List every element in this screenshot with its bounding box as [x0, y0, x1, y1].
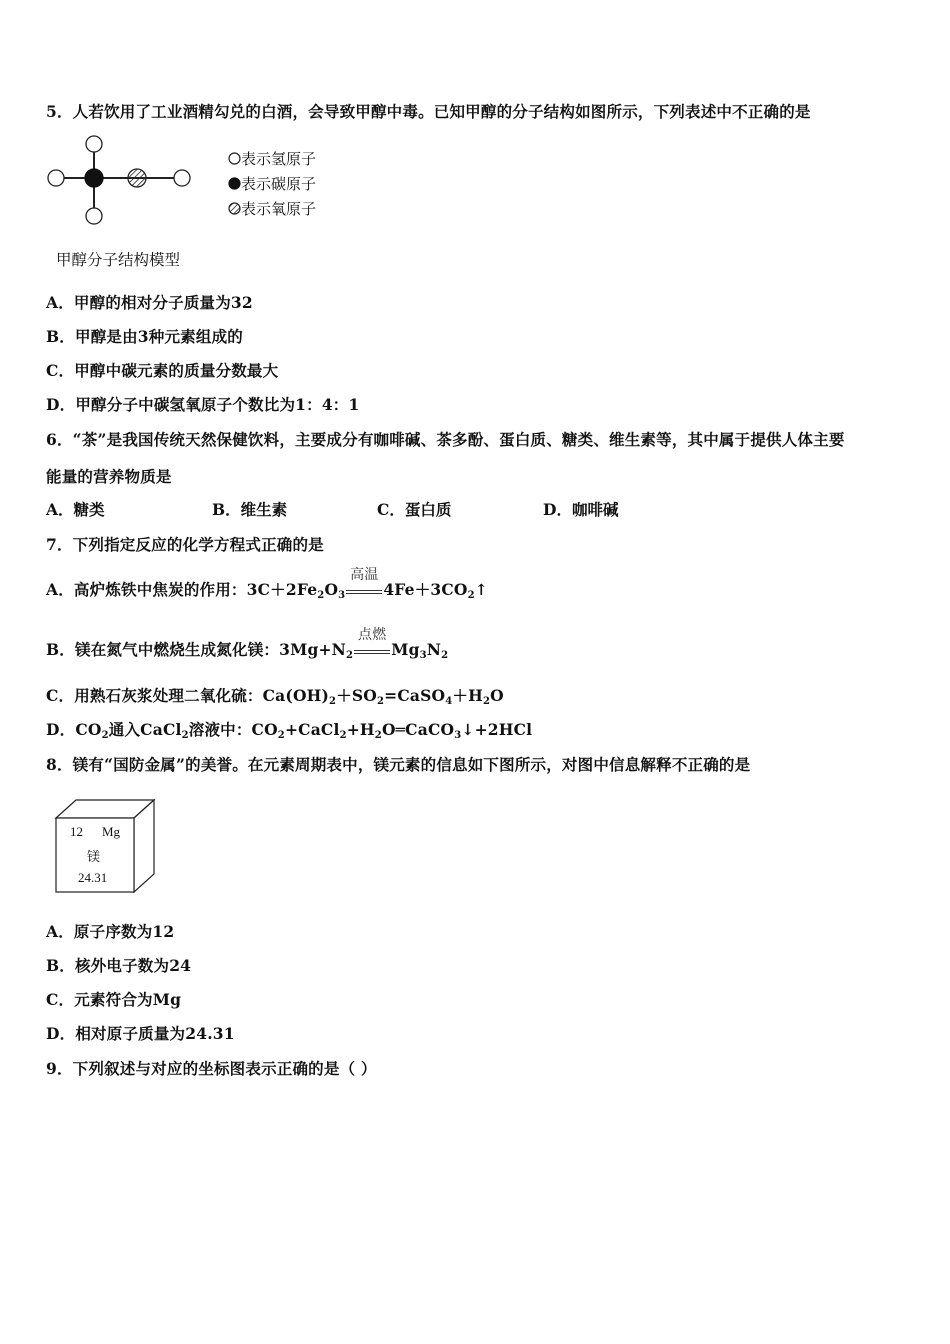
legend-hydrogen: [228, 148, 316, 169]
atomic-number: 12: [70, 824, 83, 839]
reaction-condition: [354, 627, 390, 661]
hydrogen-atom-top: [86, 136, 102, 152]
legend-carbon: [228, 173, 316, 194]
q7-a-lhs: A．高炉炼铁中焦炭的作用：3C＋2Fe: [46, 580, 318, 599]
q7-option-c: C．用熟石灰浆处理二氧化硫：$Ca(OH)_2+SO_2=CaSO_4+H_2O$: [46, 686, 504, 707]
legend-oxygen: [228, 198, 316, 219]
filled-circle-icon: [228, 177, 241, 190]
q7-d-part: +H: [346, 720, 375, 739]
q7-stem: 7．下列指定反应的化学方程式正确的是: [46, 535, 324, 554]
q7-d-part: ↓+2HCl: [461, 720, 533, 739]
q7-d-part: D．CO: [46, 720, 102, 739]
atomic-mass: 24.31: [78, 870, 108, 885]
q8-option-b: B．核外电子数为24: [46, 956, 192, 975]
legend-hydrogen-label: 表示氢原子: [241, 150, 317, 168]
q6-option-b: B．维生素: [212, 500, 288, 519]
q6-stem-line1: 6．“茶”是我国传统天然保健饮料，主要成分有咖啡碱、茶多酚、蛋白质、糖类、维生素等，其中属于提供人体主要: [46, 430, 845, 449]
q6-option-d: D．咖啡碱: [543, 500, 619, 519]
q7-d-part: 溶液中：CO: [188, 720, 278, 739]
hollow-circle-icon: [228, 152, 241, 165]
periodic-table-tile: [52, 798, 162, 898]
q6-stem-line2: 能量的营养物质是: [46, 467, 172, 486]
hydrogen-atom-bottom: [86, 208, 102, 224]
q7-c-part: C．用熟石灰浆处理二氧化硫：Ca(OH): [46, 686, 330, 705]
q5-stem: 5．人若饮用了工业酒精勾兑的白酒，会导致甲醇中毒。已知甲醇的分子结构如图所示，下列表述中不正确的是: [46, 102, 811, 121]
element-name: 镁: [87, 850, 101, 865]
q7-option-d: D．$CO_2$通入CaCl$_2$溶液中：$CO_2+CaCl_2+H_2O═CaCO_3↓+2HCl$: [46, 720, 533, 741]
q6-option-c: C．蛋白质: [377, 500, 452, 519]
q9-stem: 9．下列叙述与对应的坐标图表示正确的是（ ）: [46, 1059, 377, 1078]
q7-a-rhs: 4Fe＋3CO: [383, 580, 468, 599]
condition-ignite: 点燃: [358, 627, 387, 643]
q7-d-part: O═CaCO: [381, 720, 455, 739]
q7-option-a: A．高炉炼铁中焦炭的作用：$3C+2Fe_2O_3$ 高温 $4Fe+3CO_2↑$: [46, 567, 488, 601]
legend-oxygen-label: 表示氧原子: [241, 200, 317, 218]
condition-high-temp: 高温: [350, 567, 379, 583]
q7-b-lhs: B．镁在氮气中燃烧生成氮化镁：3Mg+N: [46, 640, 347, 659]
q6-option-a: A．糖类: [46, 500, 105, 519]
q7-c-part: =CaSO: [384, 686, 446, 705]
diagram-caption: 甲醇分子结构模型: [56, 251, 181, 269]
q8-option-d: D．相对原子质量为24.31: [46, 1024, 235, 1043]
q5-option-b: B．甲醇是由3种元素组成的: [46, 327, 243, 346]
hatched-circle-icon: [228, 202, 241, 215]
q8-option-a: A．原子序数为12: [46, 922, 175, 941]
q7-d-part: +CaCl: [284, 720, 340, 739]
q7-d-part: 通入CaCl: [108, 720, 182, 739]
q7-c-part: O: [490, 686, 504, 705]
methanol-model-diagram: [40, 130, 200, 230]
element-symbol: Mg: [102, 824, 121, 839]
oxygen-atom: [128, 169, 146, 187]
q5-option-c: C．甲醇中碳元素的质量分数最大: [46, 361, 279, 380]
q8-stem: 8．镁有“国防金属”的美誉。在元素周期表中，镁元素的信息如下图所示，对图中信息解释不正确的是: [46, 755, 751, 774]
carbon-atom: [85, 169, 103, 187]
hydrogen-atom-left: [48, 170, 64, 186]
reaction-condition: [346, 567, 382, 601]
q7-c-part: ＋SO: [336, 686, 377, 705]
q7-c-part: ＋H: [452, 686, 483, 705]
hydrogen-atom-right: [174, 170, 190, 186]
q7-option-b: B．镁在氮气中燃烧生成氮化镁：$3Mg+N_2$ 点燃 $Mg_3N_2$: [46, 627, 449, 661]
legend-carbon-label: 表示碳原子: [241, 175, 317, 193]
q7-b-rhs: Mg: [391, 640, 420, 659]
q5-option-a: A．甲醇的相对分子质量为32: [46, 293, 253, 312]
q8-option-c: C．元素符合为Mg: [46, 990, 182, 1009]
q5-option-d: D．甲醇分子中碳氢氧原子个数比为1：4：1: [46, 395, 360, 414]
